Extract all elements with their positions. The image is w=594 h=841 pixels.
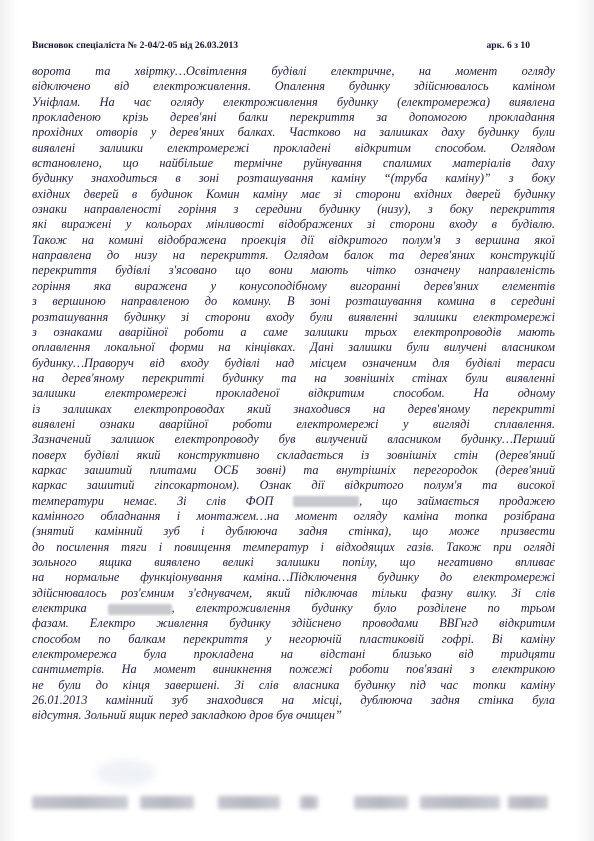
redacted-signature-6 bbox=[420, 796, 500, 809]
body-line: до посилення тяги і повищення температур і відходящих газів. Також при огляді bbox=[32, 539, 555, 554]
body-line: (знятий камінний зуб і дублююча задня стінка), що може призвести bbox=[32, 524, 555, 539]
body-line: Зазначений залишок електропроводу був вилучений власником будинку…Перший bbox=[32, 432, 555, 447]
body-line: здійснювалось роз'ємним з'єднувачем, який підключав тільки фазну вилку. Зі слів bbox=[32, 585, 555, 600]
redacted-signature-7 bbox=[508, 796, 548, 809]
body-line: відключено від електроживлення. Опалення будинку здійснювалось каміном bbox=[32, 79, 555, 94]
faint-stamp bbox=[96, 760, 156, 786]
redacted-signature-1 bbox=[32, 796, 128, 809]
body-line: будинку знаходиться в зоні розташування каміну “(труба каміну)” з боку bbox=[32, 171, 555, 186]
redacted-signature-3 bbox=[218, 796, 280, 809]
body-line: із залишках електропроводах який знаходився на дерев'яному перекритті bbox=[32, 401, 555, 416]
body-line: з вершиною направленою до комину. В зоні розташування комина в середині bbox=[32, 294, 555, 309]
body-line: сантиметрів. На момент виникнення пожежі роботи пов'язані з електрикою bbox=[32, 662, 555, 677]
body-line: розташування будинку зі сторони входу були виявленні залишки електромережі bbox=[32, 309, 555, 324]
body-line: способом по балкам перекриття у негорючій пластиковій гофрі. Ві каміну bbox=[32, 631, 555, 646]
body-line: зольного ящика виявлено великі залишки попілу, що негативно впливає bbox=[32, 555, 555, 569]
body-line: вхідних дверей в будинок Комин каміну має зі сторони вхідних дверей будинку bbox=[32, 186, 555, 201]
body-line: Уніфлам. На час огляду електроживлення будинку (електромережа) виявлена bbox=[32, 94, 555, 109]
body-line: каркас зашитий гіпсокартоном). Ознак дії відкритого полум'я та високої bbox=[32, 478, 555, 493]
redacted-signature-5 bbox=[354, 796, 408, 809]
body-line: електромережа була прокладена на відстані близько від тридцяти bbox=[32, 647, 555, 662]
body-line: ознаки направленості горіння з середини будинку (низу), з боку перекриття bbox=[32, 202, 555, 217]
body-line: виявлені ознаки аварійної роботи електромережі у вигляді сплавлення. bbox=[32, 416, 555, 431]
line-text: , електроживлення будинку було розділене по трьом bbox=[171, 601, 555, 616]
body-line: встановлено, що найбільше термічне руйнування спалимих матеріалів даху bbox=[32, 156, 555, 171]
body-line: фазам. Електро живлення будинку здійснено проводами ВВГнгд відкритим bbox=[32, 616, 555, 631]
page-number: арк. 6 з 10 bbox=[486, 40, 530, 51]
body-line: горіння яка виражена у конусоподібному вигоранні дерев'яних елементів bbox=[32, 278, 555, 293]
line-text: електрика bbox=[32, 601, 87, 616]
body-line: залишки електромережі прокладеної відкритим способом. На одному bbox=[32, 386, 555, 401]
body-line: прокладеною крізь дерев'яні балки перекриття за допомогою прокладання bbox=[32, 110, 555, 125]
line-text: Зі слів ФОП bbox=[177, 493, 274, 508]
redacted-signature-4 bbox=[300, 796, 318, 809]
body-line: перекриття будівлі з'ясовано що вони мають чітко означену направленість bbox=[32, 263, 555, 278]
redacted-signature-2 bbox=[140, 796, 194, 809]
body-line: каркас зашитий плитами ОСБ зовні) та внутрішніх перегородок (дерев'яний bbox=[32, 462, 555, 477]
body-line: направлена до низу на перекриття. Оглядом балок та дерев'яних конструкцій bbox=[32, 248, 555, 263]
body-line: виявлені залишки електромережі прокладені відкритим способом. Оглядом bbox=[32, 140, 555, 155]
body-line: на дерев'яному перекритті будинку та на зовнішніх стінах були виявленні bbox=[32, 370, 555, 385]
line-text: температури немає. bbox=[32, 493, 158, 508]
body-line: камінного обладнання і монтажем…на момент огляду каміна топка розібрана bbox=[32, 508, 555, 523]
body-line: 26.01.2013 камінний зуб знаходився на місці, дублююча задня стінка була bbox=[32, 693, 555, 708]
body-line: на нормальне функціонування каміна…Підключення будинку до електромережі bbox=[32, 570, 555, 585]
body-line: поверх будівлі який конструктивно складається із зовнішніх стін (дерев'яний bbox=[32, 447, 555, 462]
body-line: Також на комині відображена проекція дії відкритого полум'я з вершина якої bbox=[32, 232, 555, 247]
redacted-name bbox=[108, 604, 172, 615]
body-line: які виражені у кольорах мінливості відображених зі сторони входу в будівлю. bbox=[32, 217, 555, 232]
line-text: , що займається продажею bbox=[359, 493, 555, 508]
conclusion-reference: Висновок спеціаліста № 2-04/2-05 від 26.03.2013 bbox=[32, 40, 239, 51]
body-line: з ознаками аварійної роботи а саме залишки трьох електропроводів мають bbox=[32, 324, 555, 339]
body-line bbox=[32, 494, 555, 509]
body-line: прохідних отворів у дерев'яних балках. Частково на залишках даху будинку були bbox=[32, 125, 555, 140]
body-line: будинку…Праворуч від входу будівлі над місцем означеним для будівлі тераси bbox=[32, 355, 555, 370]
body-line: оплавлення локальної форми на кінцівках. Дані залишки були вилучені власником bbox=[32, 340, 555, 355]
document-header bbox=[32, 40, 530, 54]
body-line bbox=[32, 601, 555, 616]
redacted-name bbox=[293, 496, 359, 507]
body-line: не були до кінця завершені. Зі слів власника будинку під час топки каміну bbox=[32, 677, 555, 692]
document-body bbox=[32, 64, 555, 724]
body-line: відсутня. Зольний ящик перед закладкою дров був очищен” bbox=[32, 708, 342, 723]
body-line: ворота та хвіртку…Освітлення будівлі електричне, на момент огляду bbox=[32, 64, 555, 78]
